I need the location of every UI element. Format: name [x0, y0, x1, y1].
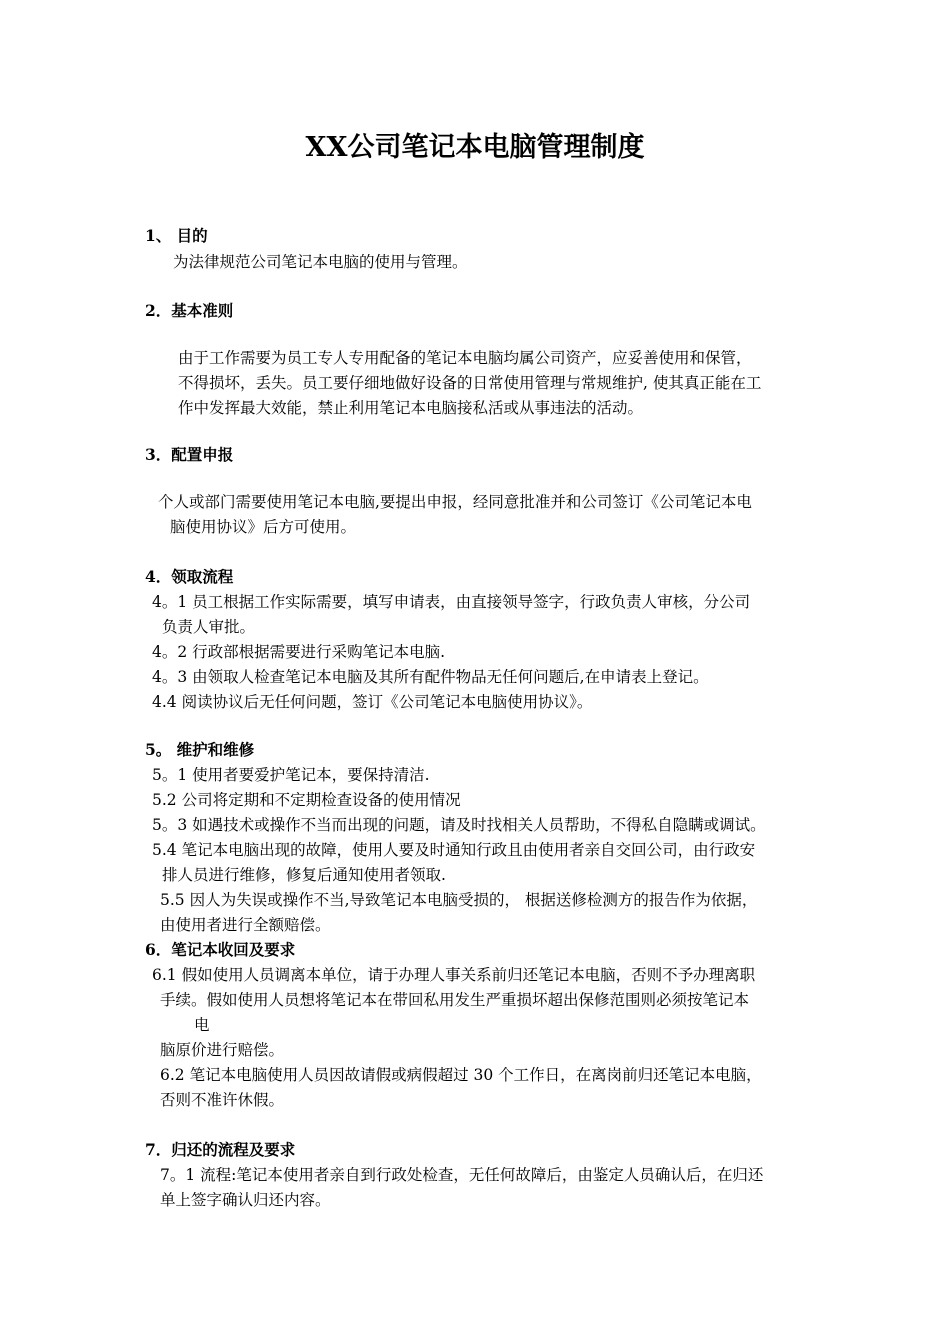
section-6-heading: 6．笔记本收回及要求	[145, 940, 296, 959]
section-4-line: 4。2 行政部根据需要进行采购笔记本电脑.	[152, 643, 446, 661]
section-6-line: 手续。假如使用人员想将笔记本在带回私用发生严重损坏超出保修范围则必须按笔记本	[160, 991, 750, 1009]
section-5-line: 5.2 公司将定期和不定期检查设备的使用情况	[152, 791, 461, 809]
section-4-line: 负责人审批。	[162, 618, 256, 636]
section-4-line: 4。1 员工根据工作实际需要，填写申请表，由直接领导签字，行政负责人审核，分公司	[152, 593, 751, 611]
section-3-line: 脑使用协议》后方可使用。	[170, 518, 357, 536]
section-5-line: 5。1 使用者要爱护笔记本，要保持清洁.	[152, 766, 430, 784]
section-2-line: 不得损坏，丢失。员工要仔细地做好设备的日常使用管理与常规维护, 使其真正能在工	[178, 374, 762, 392]
section-6-line: 脑原价进行赔偿。	[160, 1041, 285, 1059]
section-2-line: 由于工作需要为员工专人专用配备的笔记本电脑均属公司资产，应妥善使用和保管，	[178, 349, 752, 367]
section-5-line: 5.4 笔记本电脑出现的故障，使用人要及时通知行政且由使用者亲自交回公司，由行政安	[152, 841, 756, 859]
section-5-line: 5.5 因人为失误或操作不当,导致笔记本电脑受损的， 根据送修检测方的报告作为依据，	[160, 891, 758, 909]
section-5-line: 由使用者进行全额赔偿。	[160, 916, 331, 934]
section-4-line: 4。3 由领取人检查笔记本电脑及其所有配件物品无任何问题后,在申请表上登记。	[152, 668, 709, 686]
section-5-line: 5。3 如遇技术或操作不当而出现的问题，请及时找相关人员帮助，不得私自隐瞒或调试。	[152, 816, 766, 834]
section-1-text: 为法律规范公司笔记本电脑的使用与管理。	[173, 253, 468, 271]
section-3-heading: 3．配置申报	[145, 445, 234, 464]
section-6-line: 6.1 假如使用人员调离本单位，请于办理人事关系前归还笔记本电脑，否则不予办理离职	[152, 966, 756, 984]
document-title: XX公司笔记本电脑管理制度	[305, 132, 645, 163]
section-6-line: 电	[194, 1016, 210, 1034]
section-2-heading: 2．基本准则	[145, 301, 234, 320]
section-7-heading: 7．归还的流程及要求	[145, 1140, 296, 1159]
section-7-line: 单上签字确认归还内容。	[160, 1191, 331, 1209]
section-5-heading: 5。 维护和维修	[145, 740, 255, 759]
section-6-line: 否则不准许休假。	[160, 1091, 285, 1109]
section-5-line: 排人员进行维修，修复后通知使用者领取.	[162, 866, 446, 884]
section-6-line: 6.2 笔记本电脑使用人员因故请假或病假超过 30 个工作日，在离岗前归还笔记本电脑，	[160, 1066, 762, 1084]
section-3-line: 个人或部门需要使用笔记本电脑,要提出申报，经同意批准并和公司签订《公司笔记本电	[158, 493, 752, 511]
section-2-line: 作中发挥最大效能，禁止利用笔记本电脑接私活或从事违法的活动。	[178, 399, 644, 417]
section-7-line: 7。1 流程:笔记本使用者亲自到行政处检查，无任何故障后，由鉴定人员确认后，在归还	[160, 1166, 764, 1184]
section-4-line: 4.4 阅读协议后无任何问题，签订《公司笔记本电脑使用协议》。	[152, 693, 593, 711]
section-4-heading: 4．领取流程	[145, 567, 234, 586]
section-1-heading: 1、 目的	[145, 226, 208, 245]
